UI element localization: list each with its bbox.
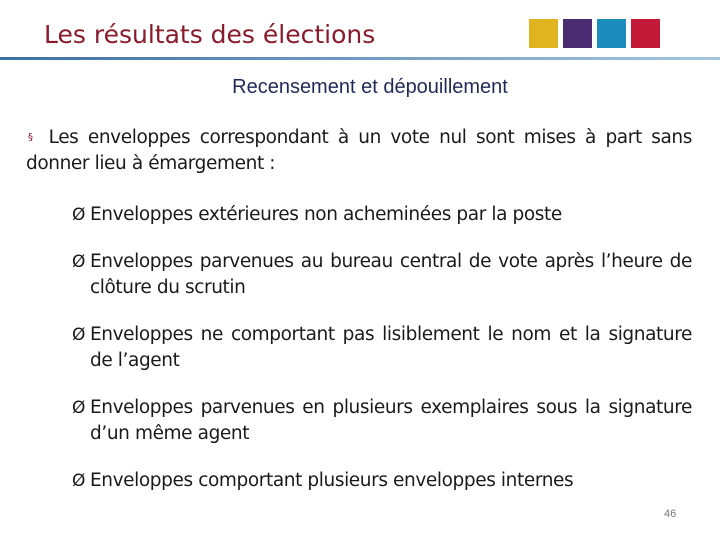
square-bullet-icon: §	[28, 132, 33, 143]
color-square-red	[631, 19, 660, 48]
color-squares	[529, 19, 665, 48]
arrow-bullet-icon: Ø	[72, 325, 85, 345]
intro-text: Les enveloppes correspondant à un vote nul sont mises à part sans donner lieu à émargement :	[26, 127, 692, 174]
color-square-purple	[563, 19, 592, 48]
slide-subtitle: Recensement et dépouillement	[232, 76, 508, 98]
list-item	[72, 395, 692, 447]
arrow-bullet-icon: Ø	[72, 252, 85, 272]
list-item-text: Enveloppes parvenues en plusieurs exemplaires sous la signature d’un même agent	[90, 397, 692, 444]
list-item	[72, 322, 692, 374]
arrow-bullet-icon: Ø	[72, 471, 85, 491]
color-square-yellow	[529, 19, 558, 48]
slide-title: Les résultats des élections	[44, 20, 376, 49]
intro-paragraph	[26, 125, 692, 177]
list-item	[72, 202, 692, 228]
arrow-bullet-icon: Ø	[72, 205, 85, 225]
list-item-text: Enveloppes comportant plusieurs enveloppes internes	[90, 470, 574, 491]
page-number: 46	[664, 508, 677, 520]
list-item-text: Enveloppes extérieures non acheminées par la poste	[90, 204, 562, 225]
arrow-bullet-icon: Ø	[72, 398, 85, 418]
list-item-text: Enveloppes parvenues au bureau central de vote après l’heure de clôture du scrutin	[90, 251, 692, 298]
list-item	[72, 249, 692, 301]
list-item-text: Enveloppes ne comportant pas lisiblement le nom et la signature de l’agent	[90, 324, 692, 371]
title-divider	[0, 57, 720, 60]
color-square-blue	[597, 19, 626, 48]
list-item	[72, 468, 692, 494]
envelope-list	[72, 202, 692, 494]
